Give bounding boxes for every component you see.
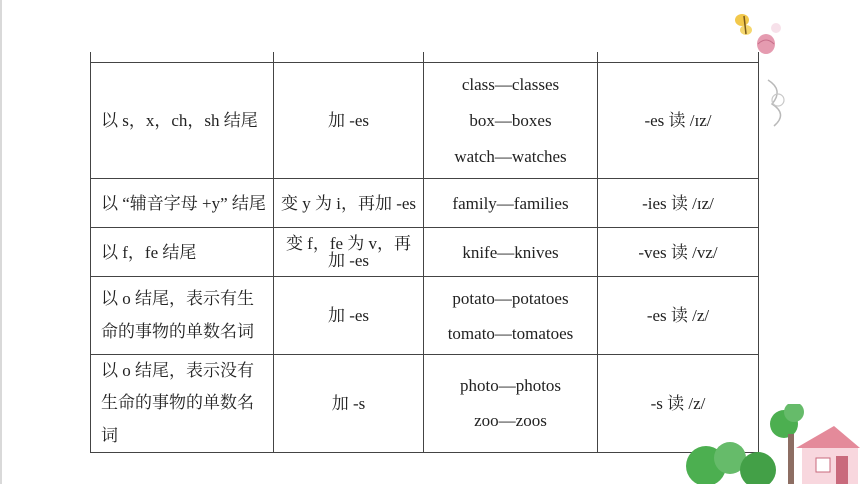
table-row [91, 179, 759, 228]
pronunciation-cell: -es 读 /ɪz/ [598, 63, 759, 179]
rule-cell: 加 -es [274, 63, 424, 179]
example-line: knife—knives [462, 242, 559, 262]
table-row [91, 228, 759, 277]
pronunciation-cell: -ves 读 /vz/ [598, 228, 759, 277]
rule-cell: 加 -s [274, 355, 424, 453]
table-row-cut-top [91, 52, 759, 63]
examples-cell [424, 228, 598, 277]
condition-cell: 以 o 结尾，表示没有生命的事物的单数名词 [91, 355, 274, 453]
condition-cell: 以 f，fe 结尾 [91, 228, 274, 277]
pronunciation-cell: -s 读 /z/ [598, 355, 759, 453]
condition-cell: 以 “辅音字母 +y” 结尾 [91, 179, 274, 228]
butterfly-icon [728, 6, 788, 58]
pronunciation-cell: -es 读 /z/ [598, 277, 759, 355]
example-line: family—families [452, 193, 569, 213]
sun-icon [764, 70, 794, 130]
table-row [91, 63, 759, 179]
example-line: watch—watches [454, 147, 567, 166]
example-line: zoo—zoos [474, 411, 547, 431]
condition-cell: 以 o 结尾，表示有生命的事物的单数名词 [91, 277, 274, 355]
example-line: tomato—tomatoes [447, 323, 574, 343]
rule-cell: 变 y 为 i，再加 -es [274, 179, 424, 228]
examples-cell [424, 179, 598, 228]
examples-cell [424, 63, 598, 179]
table-row [91, 277, 759, 355]
plural-rules-table [90, 52, 759, 453]
pronunciation-cell: -ies 读 /ɪz/ [598, 179, 759, 228]
table-row [91, 355, 759, 453]
examples-cell [424, 277, 598, 355]
examples-cell [424, 355, 598, 453]
house-icon [684, 404, 860, 484]
example-line: class—classes [461, 75, 560, 94]
example-line: potato—potatoes [452, 288, 569, 308]
page-edge [0, 0, 2, 484]
condition-cell: 以 s，x，ch，sh 结尾 [91, 63, 274, 179]
example-line: photo—photos [459, 376, 562, 396]
example-line: box—boxes [469, 111, 552, 130]
rule-cell: 加 -es [274, 277, 424, 355]
rule-cell: 变 f，fe 为 v，再加 -es [274, 228, 424, 277]
